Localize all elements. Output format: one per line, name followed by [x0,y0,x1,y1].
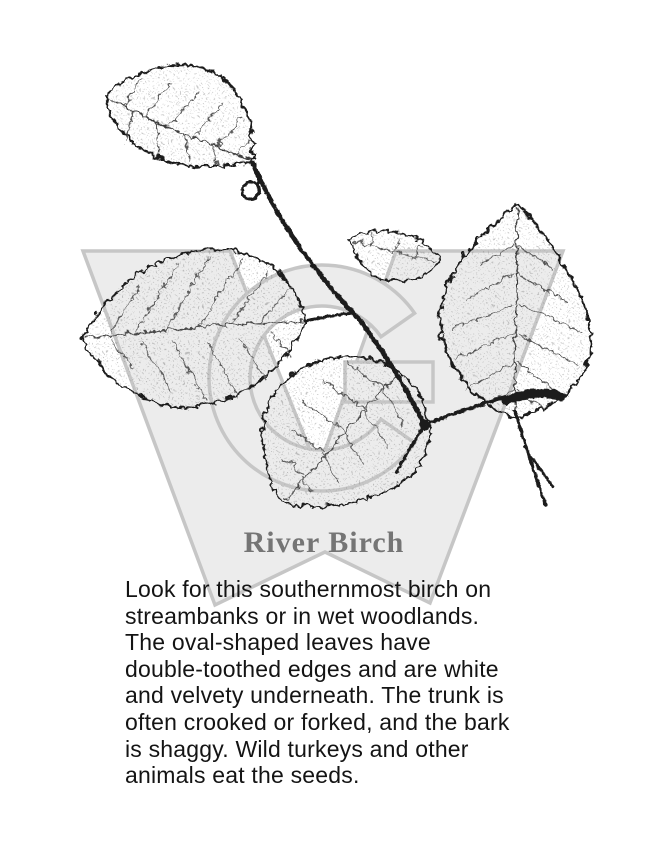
description-line: The oval-shaped leaves have [125,629,431,656]
description-line: double-toothed edges and are white [125,655,499,682]
description-line: animals eat the seeds. [125,762,360,789]
description-line: and velvety underneath. The trunk is [125,682,504,709]
description-line: is shaggy. Wild turkeys and other [125,735,469,762]
petiole-right-leaf [514,410,545,504]
description-paragraph [125,576,565,789]
petiole-left-leaf [304,312,352,320]
twig-node [419,419,430,430]
description-line: Look for this southernmost birch on [125,576,492,602]
description-line: often crooked or forked, and the bark [125,708,510,735]
leaf-top [104,63,252,165]
page-title: River Birch [243,526,405,559]
description-line: streambanks or in wet woodlands. [125,602,480,629]
